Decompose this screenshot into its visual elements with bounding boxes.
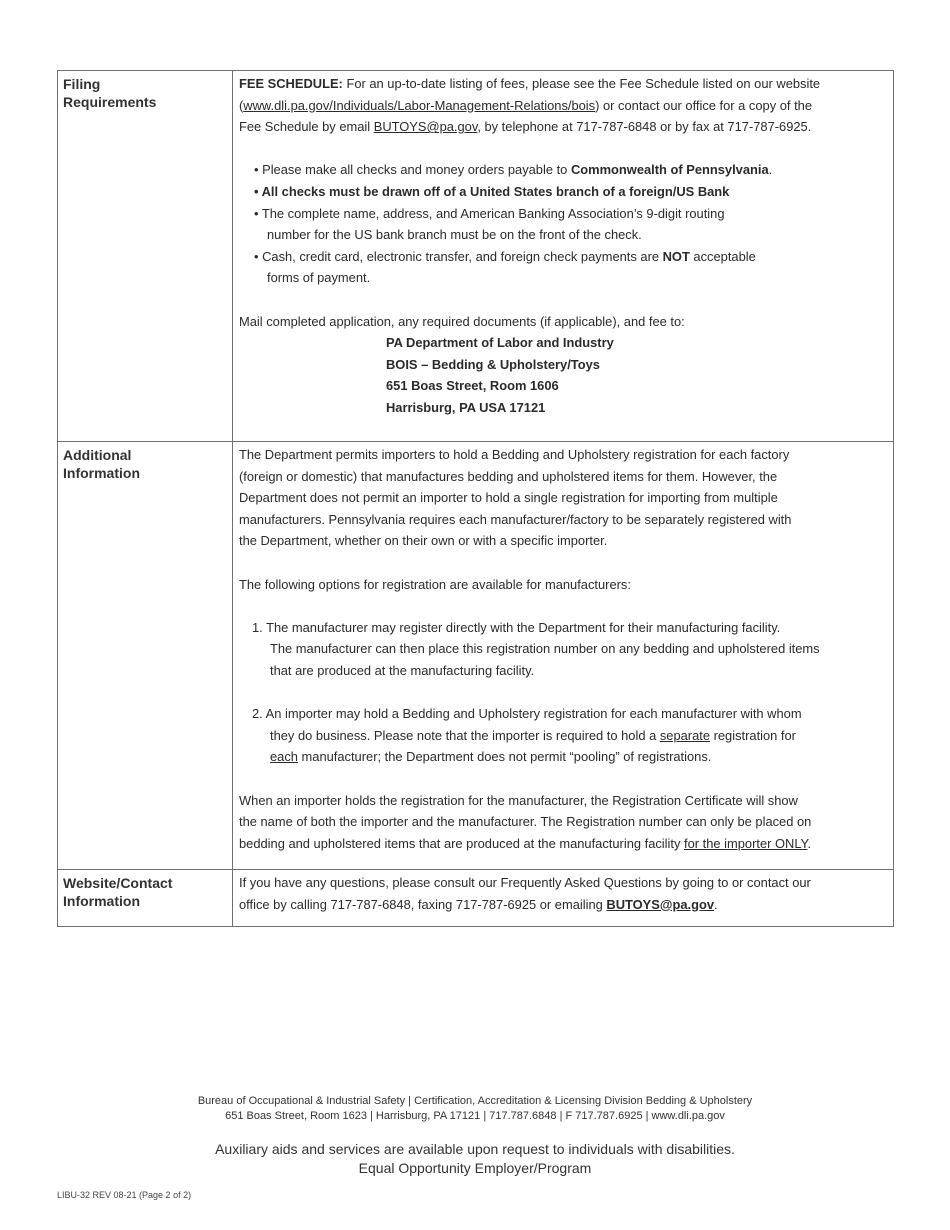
text-line	[239, 552, 887, 574]
text-segment: • Cash, credit card, electronic transfer, and foreign check payments are	[254, 248, 663, 264]
text-segment: .	[714, 896, 718, 912]
footer-line-4: Equal Opportunity Employer/Program	[358, 1160, 592, 1176]
text-segment: The manufacturer can then place this registration number on any bedding and upholstered items	[270, 641, 820, 657]
text-line	[239, 444, 887, 466]
text-segment: Fee Schedule by email	[239, 119, 374, 135]
text-line	[239, 289, 887, 311]
text-line	[239, 224, 887, 246]
row-label-line: Information	[63, 465, 140, 481]
text-line	[239, 768, 887, 790]
row-label	[58, 71, 233, 442]
text-segment: bedding and upholstered items that are produced at the manufacturing facility	[239, 835, 685, 851]
text-line	[239, 159, 887, 181]
text-line	[239, 617, 887, 639]
text-segment: Commonwealth of Pennsylvania	[570, 162, 769, 178]
text-segment: The following options for registration are available for manufacturers:	[239, 576, 631, 592]
text-segment: • Please make all checks and money orders payable to	[254, 162, 571, 178]
text-line	[239, 595, 887, 617]
footer-line-1: Bureau of Occupational & Industrial Safety | Certification, Accreditation & Licensing Division Bedding & Upholstery	[197, 1095, 753, 1107]
text-segment: For an up-to-date listing of fees, please see the Fee Schedule listed on our website	[342, 76, 821, 91]
text-segment: , by telephone at 717-787-6848 or by fax at 717-787-6925.	[477, 119, 812, 135]
text-segment: When an importer holds the registration for the manufacturer, the Registration Certificate will show	[239, 792, 798, 808]
text-line	[239, 311, 887, 333]
text-segment: they do business. Please note that the importer is required to hold a	[270, 727, 660, 743]
text-segment: 2. An importer may hold a Bedding and Upholstery registration for each manufacturer with whom	[252, 706, 802, 722]
text-segment: • The complete name, address, and American Banking Association’s 9-digit routing	[254, 205, 725, 221]
info-table	[57, 70, 894, 927]
text-segment: number for the US bank branch must be on the front of the check.	[267, 227, 642, 243]
text-line	[239, 682, 887, 704]
link-text[interactable]: BUTOYS@pa.gov	[606, 896, 714, 912]
text-segment: the name of both the importer and the manufacturer. The Registration number can only be placed on	[239, 814, 812, 830]
text-segment: .	[768, 162, 773, 178]
text-line	[239, 354, 887, 376]
text-line	[239, 397, 887, 419]
text-line	[239, 833, 887, 855]
text-line	[239, 746, 887, 768]
text-segment: .	[807, 835, 812, 851]
text-line	[239, 375, 887, 397]
text-segment: acceptable	[689, 248, 756, 264]
text-segment: Harrisburg, PA USA 17121	[386, 399, 546, 415]
text-line	[239, 95, 887, 117]
row-content	[233, 870, 894, 927]
text-line	[239, 725, 887, 747]
text-line	[239, 790, 887, 812]
text-segment: forms of payment.	[267, 270, 371, 286]
row-label-line: Filing	[63, 76, 101, 92]
text-line	[239, 203, 887, 225]
text-line	[239, 73, 887, 95]
row-label-line: Requirements	[63, 94, 157, 110]
row-content	[233, 71, 894, 442]
text-line	[239, 530, 887, 552]
row-label-line: Website/Contact	[63, 875, 173, 891]
link-text: for the importer ONLY	[684, 835, 808, 851]
link-text: each	[270, 749, 298, 765]
text-segment: The Department permits importers to hold a Bedding and Upholstery registration for each factory	[239, 447, 790, 462]
text-segment: • All checks must be drawn off of a United States branch of a foreign/US Bank	[254, 183, 730, 199]
text-line	[239, 138, 887, 160]
text-line	[239, 267, 887, 289]
row-label-line: Additional	[63, 447, 132, 463]
text-segment: PA Department of Labor and Industry	[386, 335, 614, 351]
row-website-contact	[58, 870, 894, 927]
text-line	[239, 332, 887, 354]
text-segment: that are produced at the manufacturing facility.	[270, 662, 535, 678]
footer-address	[0, 1094, 950, 1124]
text-segment: (	[239, 97, 244, 113]
form-id: LIBU-32 REV 08-21 (Page 2 of 2)	[57, 1190, 192, 1200]
text-segment: office by calling 717-787-6848, faxing 717-787-6925 or emailing	[239, 896, 607, 912]
link-text[interactable]: BUTOYS@pa.gov	[373, 119, 478, 135]
text-line	[239, 574, 887, 596]
row-label	[58, 442, 233, 870]
text-segment: NOT	[662, 248, 690, 264]
text-line	[239, 466, 887, 488]
text-segment: ) or contact our office for a copy of the	[595, 97, 812, 113]
row-filing-requirements	[58, 71, 894, 442]
text-line	[239, 638, 887, 660]
text-line	[239, 181, 887, 203]
text-segment: Mail completed application, any required documents (if applicable), and fee to:	[239, 313, 685, 329]
text-segment: registration for	[710, 727, 796, 743]
text-line	[239, 703, 887, 725]
footer-notice	[0, 1140, 950, 1178]
row-label-line: Information	[63, 893, 140, 909]
text-line	[239, 894, 887, 916]
row-additional-information	[58, 442, 894, 870]
text-segment: manufacturer; the Department does not permit “pooling” of registrations.	[297, 749, 712, 765]
text-segment: If you have any questions, please consult our Frequently Asked Questions by going to or contact our	[239, 875, 811, 890]
row-content	[233, 442, 894, 870]
row-label	[58, 870, 233, 927]
footer-line-3: Auxiliary aids and services are available upon request to individuals with disabilities.	[215, 1141, 735, 1157]
text-segment: Department does not permit an importer to hold a single registration for importing from multiple	[239, 490, 778, 506]
text-line	[239, 487, 887, 509]
text-segment: (foreign or domestic) that manufactures bedding and upholstered items for them. However, the	[239, 468, 778, 484]
text-segment: BOIS – Bedding & Upholstery/Toys	[386, 356, 600, 372]
text-line	[239, 509, 887, 531]
text-segment: the Department, whether on their own or with a specific importer.	[239, 533, 608, 549]
text-segment: 651 Boas Street, Room 1606	[386, 378, 559, 394]
text-line	[239, 811, 887, 833]
text-line	[239, 116, 887, 138]
text-line	[239, 872, 887, 894]
text-segment: 1. The manufacturer may register directly with the Department for their manufacturing facility.	[252, 619, 781, 635]
text-segment: manufacturers. Pennsylvania requires each manufacturer/factory to be separately registered with	[239, 511, 792, 527]
link-text[interactable]: www.dli.pa.gov/Individuals/Labor-Management-Relations/bois	[243, 97, 596, 113]
footer-line-2: 651 Boas Street, Room 1623 | Harrisburg, PA 17121 | 717.787.6848 | F 717.787.6925 | www.dli.pa.gov	[225, 1110, 725, 1122]
text-line	[239, 246, 887, 268]
text-segment: FEE SCHEDULE:	[239, 76, 343, 91]
link-text: separate	[659, 727, 710, 743]
text-line	[239, 660, 887, 682]
